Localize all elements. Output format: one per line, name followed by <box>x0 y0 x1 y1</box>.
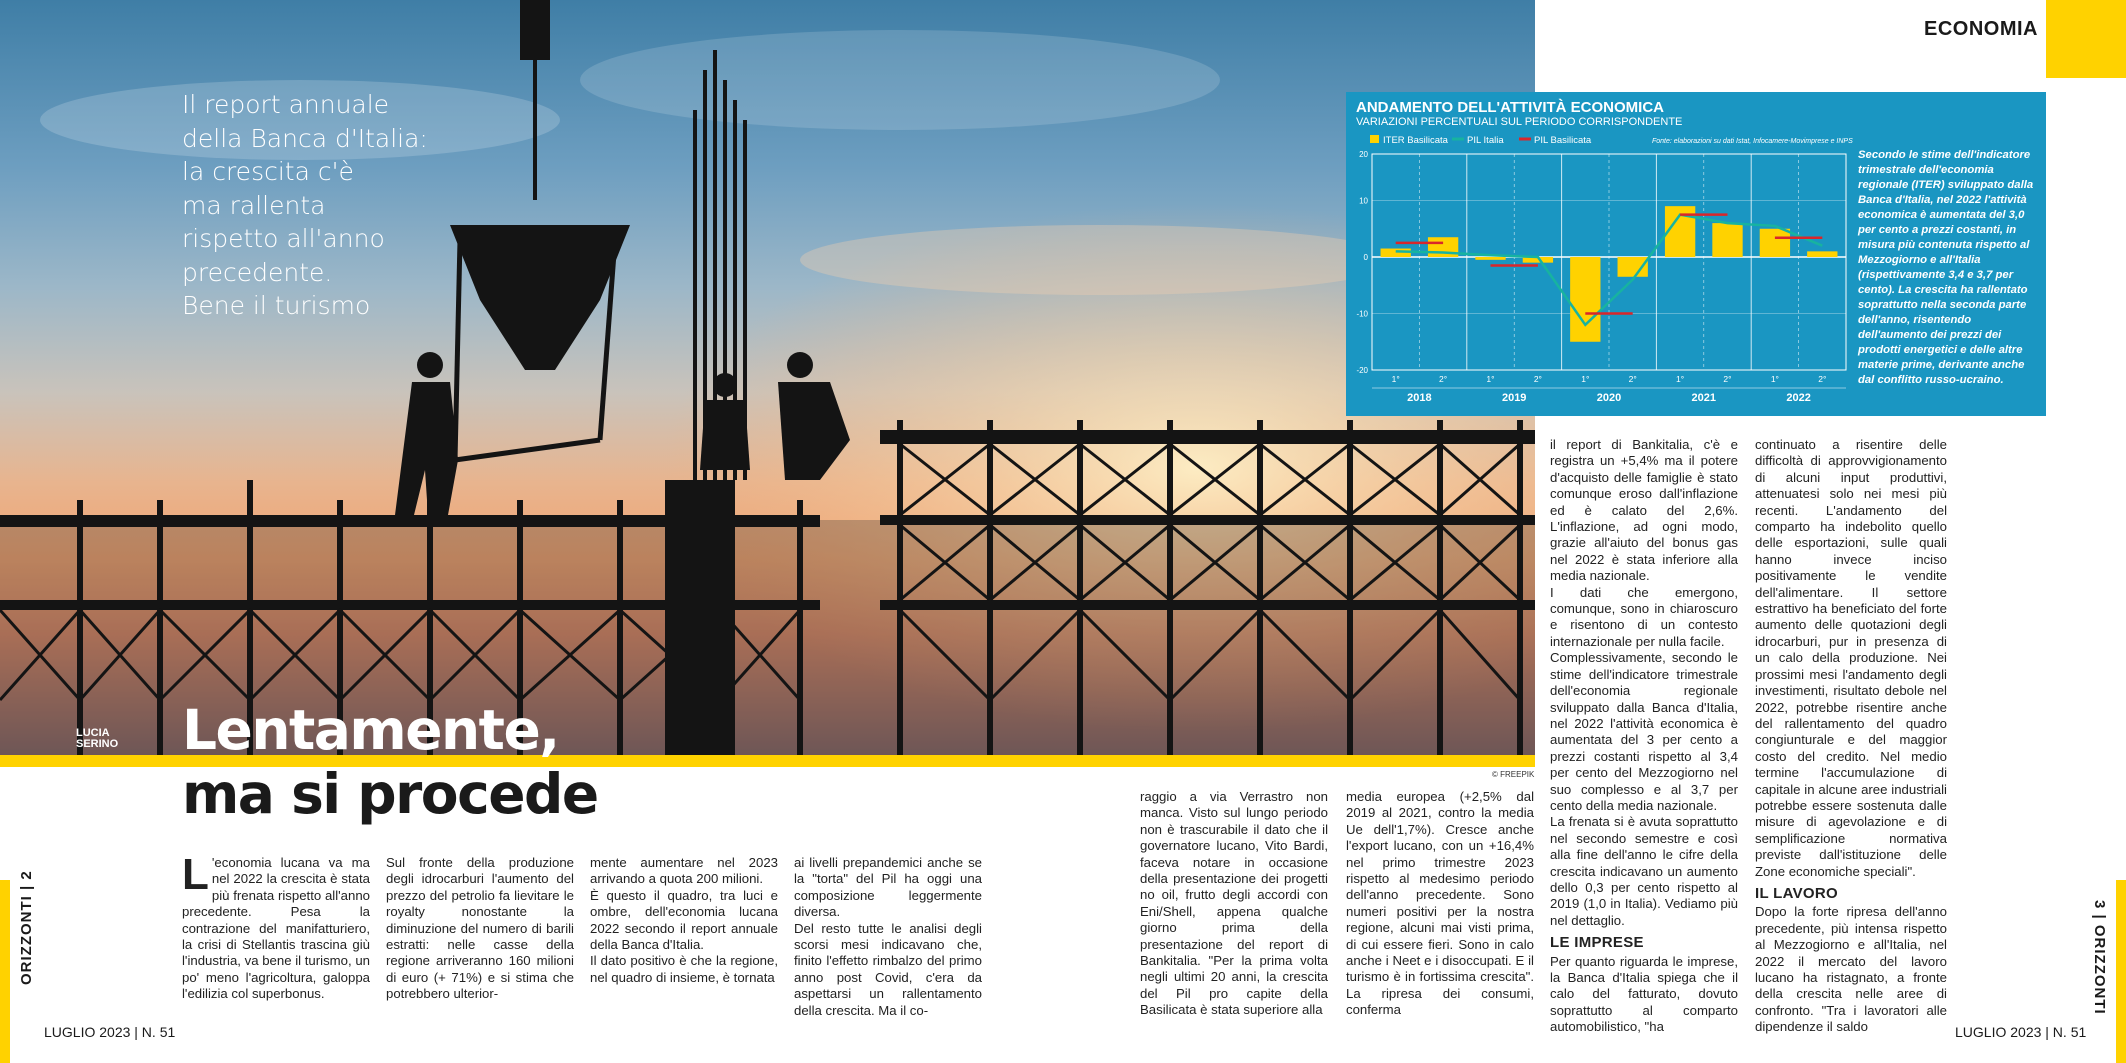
legend-label: PIL Basilicata <box>1534 135 1592 146</box>
kicker-line: precedente. <box>182 257 333 287</box>
column-1 <box>182 850 370 1003</box>
column-text: media europea (+2,5% dal 2019 al 2021, contro la media Ue dell'1,7%). Cresce anche l'export lucano, con un +16,4% nel primo trimestre 2023 rispetto al medesimo periodo dell'anno precedente. Sono numeri positivi per la nostra regione, alcuni mai visti prima, di cui essere fieri. Sono in calo anche i Neet e i disoccupati. E il turismo è in fortissima crescita". La ripresa dei consumi, conferma <box>1346 789 1534 1018</box>
author-last: SERINO <box>76 738 119 750</box>
subheading: IL LAVORO <box>1755 884 1838 902</box>
x-tick-label: 1° <box>1581 374 1590 384</box>
x-tick-label: 2° <box>1818 374 1827 384</box>
column-text: Sul fronte della produzione degli idrocarburi l'aumento del prezzo del petrolio fa lievitare le royalty nonostante la diminuzione del numero di barili estratti: nelle casse della regione arriveranno 160 milioni di euro (+ 71%) e si stima che potrebbero ulterior- <box>386 855 574 1002</box>
column-2 <box>386 855 574 1003</box>
bar <box>1807 251 1837 257</box>
column-7 <box>1550 437 1738 1036</box>
side-label-right: 3 | ORIZZONTI <box>2091 900 2108 1015</box>
year-label: 2019 <box>1501 392 1527 404</box>
chart-source: Fonte: elaborazioni su dati Istat, Infocamere-Movimprese e INPS <box>1652 138 1853 145</box>
y-tick-label: 0 <box>1363 253 1368 262</box>
headline-line-1: Lentamente, <box>182 698 559 762</box>
x-tick-label: 2° <box>1533 374 1542 384</box>
chart-caption: Secondo le stime dell'indicatore trimestrale dell'economia regionale (ITER) sviluppato dalla Banca d'Italia, nel 2022 l'attività economica è aumentata del 3,0 per cento a prezzi costanti, in misura più contenuta rispetto al Mezzogiorno e all'Italia (rispettivamente 3,4 e 3,7 per cento). La crescita ha rallentato soprattutto nella seconda parte dell'anno, risentendo dell'aumento dei prezzi dei prodotti energetici e delle altre materie prime, derivante anche dal conflitto russo-ucraino. <box>1858 149 2034 386</box>
paragraph: il report di Bankitalia, c'è e registra un +5,4% ma il potere d'acquisto delle famiglie è stato comunque eroso dall'inflazione ed è calato del 2,6%. L'inflazione, ad ogni modo, grazie all'aiuto del bonus gas nel 2022 è stata inferiore alla media nazionale. <box>1550 437 1738 584</box>
column-8 <box>1755 437 1947 1036</box>
x-tick-label: 1° <box>1486 374 1495 384</box>
side-tab-right <box>2116 880 2126 1063</box>
paragraph: Il dato positivo è che la regione, nel quadro di insieme, è tornata <box>590 953 778 985</box>
subheading: LE IMPRESE <box>1550 934 1644 952</box>
year-label: 2020 <box>1596 392 1622 404</box>
paragraph: Del resto tutte le analisi degli scorsi mesi indicavano che, finito l'effetto rimbalzo del primo anno post Covid, c'era da aspettarsi un rallentamento della crescita. Ma il co- <box>794 920 982 1018</box>
paragraph: La frenata si è avuta soprattutto nel secondo semestre e così alla fine dell'anno le cifre della crescita indicavano un aumento dello 0,3 per cento rispetto al 2019 (1,0 in Italia). Vediamo più nel dettaglio. <box>1550 814 1738 928</box>
year-label: 2022 <box>1786 392 1811 404</box>
paragraph: mente aumentare nel 2023 arrivando a quota 200 milioni. <box>590 855 778 887</box>
section-label: ECONOMIA <box>1924 18 2038 40</box>
paragraph: È questo il quadro, tra luci e ombre, dell'economia lucana 2022 secondo il report annuale della Banca d'Italia. <box>590 887 778 953</box>
column-4 <box>794 855 982 1019</box>
side-label-left: ORIZZONTI | 2 <box>18 870 35 985</box>
drop-cap: L <box>182 850 209 899</box>
paragraph: Per quanto riguarda le imprese, la Banca d'Italia spiega che il calo del fatturato, dovuto soprattutto al comparto automobilistico, "ha <box>1550 953 1738 1035</box>
folio-left: LUGLIO 2023 | N. 51 <box>44 1024 176 1040</box>
x-tick-label: 1° <box>1391 374 1400 384</box>
chart-plot <box>1346 128 1856 416</box>
legend-swatch <box>1370 135 1379 143</box>
author-first: LUCIA <box>76 727 110 739</box>
paragraph: continuato a risentire delle difficoltà di approvvigionamento di alcuni input produttivi, attenuatesi solo nei mesi più recenti. L'andamento del comparto ha indebolito quello delle esportazioni, sulle quali hanno invece inciso positivamente le vendite dell'alimentare. Il settore estrattivo ha beneficiato del forte aumento delle quotazioni degli idrocarburi, pur in presenza di un calo della produzione. Nei prossimi mesi l'andamento degli investimenti, risultato debole nel 2022, potrebbe risentire anche del rallentamento del quadro congiunturale e del maggior costo del credito. Nel medio termine l'accumulazione di capitale in alcune aree industriali potrebbe essere sostenuta dalle misure di agevolazione e di semplificazione normativa previste dall'istituzione delle Zone economiche speciali". <box>1755 437 1947 879</box>
x-tick-label: 2° <box>1439 374 1448 384</box>
kicker-line: Bene il turismo <box>182 291 371 320</box>
y-tick-label: 20 <box>1359 150 1368 159</box>
bar <box>1760 229 1790 257</box>
chart-title: ANDAMENTO DELL'ATTIVITÀ ECONOMICA <box>1356 99 1664 116</box>
column-5 <box>1140 789 1328 1019</box>
kicker-line: Il report annuale <box>182 90 390 119</box>
kicker-line: la crescita c'è <box>182 157 354 186</box>
bar <box>1570 257 1600 342</box>
legend-label: PIL Italia <box>1467 135 1504 146</box>
section-tab <box>2046 0 2126 78</box>
side-tab-left <box>0 880 10 1063</box>
folio-right: LUGLIO 2023 | N. 51 <box>1955 1024 2087 1040</box>
paragraph: ai livelli prepandemici anche se la "torta" del Pil ha oggi una composizione leggermente diversa. <box>794 855 982 920</box>
kicker-line: ma rallenta <box>182 190 326 220</box>
photo-credit: © FREEPIK <box>1492 770 1535 779</box>
year-label: 2018 <box>1407 392 1432 404</box>
y-tick-label: -20 <box>1356 366 1368 375</box>
x-tick-label: 1° <box>1676 374 1685 384</box>
headline <box>182 698 598 826</box>
y-tick-label: -10 <box>1356 309 1368 319</box>
legend-label: ITER Basilicata <box>1383 135 1448 146</box>
y-tick-label: 10 <box>1359 196 1368 206</box>
headline-line-2: ma si procede <box>182 762 598 826</box>
chart-subtitle: VARIAZIONI PERCENTUALI SUL PERIODO CORRISPONDENTE <box>1356 116 1683 128</box>
bar <box>1475 257 1505 260</box>
column-6 <box>1346 789 1534 1019</box>
year-label: 2021 <box>1691 392 1717 404</box>
kicker <box>182 88 542 323</box>
x-tick-label: 2° <box>1628 374 1637 384</box>
paragraph: Complessivamente, secondo le stime dell'indicatore trimestrale dell'economia regionale sviluppato dalla Banca d'Italia, nel 2022 l'attività economica è aumentata del 3 per cento a prezzi costanti rispetto al 3,4 per cento del Mezzogiorno nel suo complesso e al 3,7 per cento della media nazionale. <box>1550 650 1738 813</box>
column-text: raggio a via Verrastro non manca. Visto sul lungo periodo non è trascurabile il dato che il governatore lucano, Vito Bardi, faceva notare in occasione della presentazione dei progetti no oil, frutto degli accordi con Eni/Shell, appena qualche giorno prima della presentazione del report di Bankitalia. "Per la prima volta negli ultimi 20 anni, la crescita del Pil pro capite della Basilicata è stata superiore alla <box>1140 789 1328 1018</box>
byline <box>76 728 118 750</box>
kicker-line: rispetto all'anno <box>182 224 385 253</box>
x-tick-label: 2° <box>1723 374 1732 384</box>
paragraph: I dati che emergono, comunque, sono in chiaroscuro e risentono di un contesto internazionale per nulla facile. <box>1550 584 1738 649</box>
bar <box>1712 223 1742 257</box>
kicker-line: della Banca d'Italia: <box>182 123 428 153</box>
x-tick-label: 1° <box>1770 374 1779 384</box>
paragraph: Dopo la forte ripresa dell'anno precedente, più intensa rispetto al Mezzogiorno e all'Italia, nel 2022 il mercato del lavoro lucano ha ristagnato, a fronte della crescita nelle aree di confronto. "Tra i lavoratori alle dipendenze il saldo <box>1755 904 1947 1035</box>
column-3 <box>590 855 778 986</box>
column-text: 'economia lucana va ma nel 2022 la crescita è stata più frenata rispetto all'anno precedente. Pesa la contrazione del manifatturiero, la crisi di Stellantis trascina giù l'industria, va bene il turismo, un po' meno l'agricoltura, galoppa l'edilizia col superbonus. <box>182 855 370 1002</box>
